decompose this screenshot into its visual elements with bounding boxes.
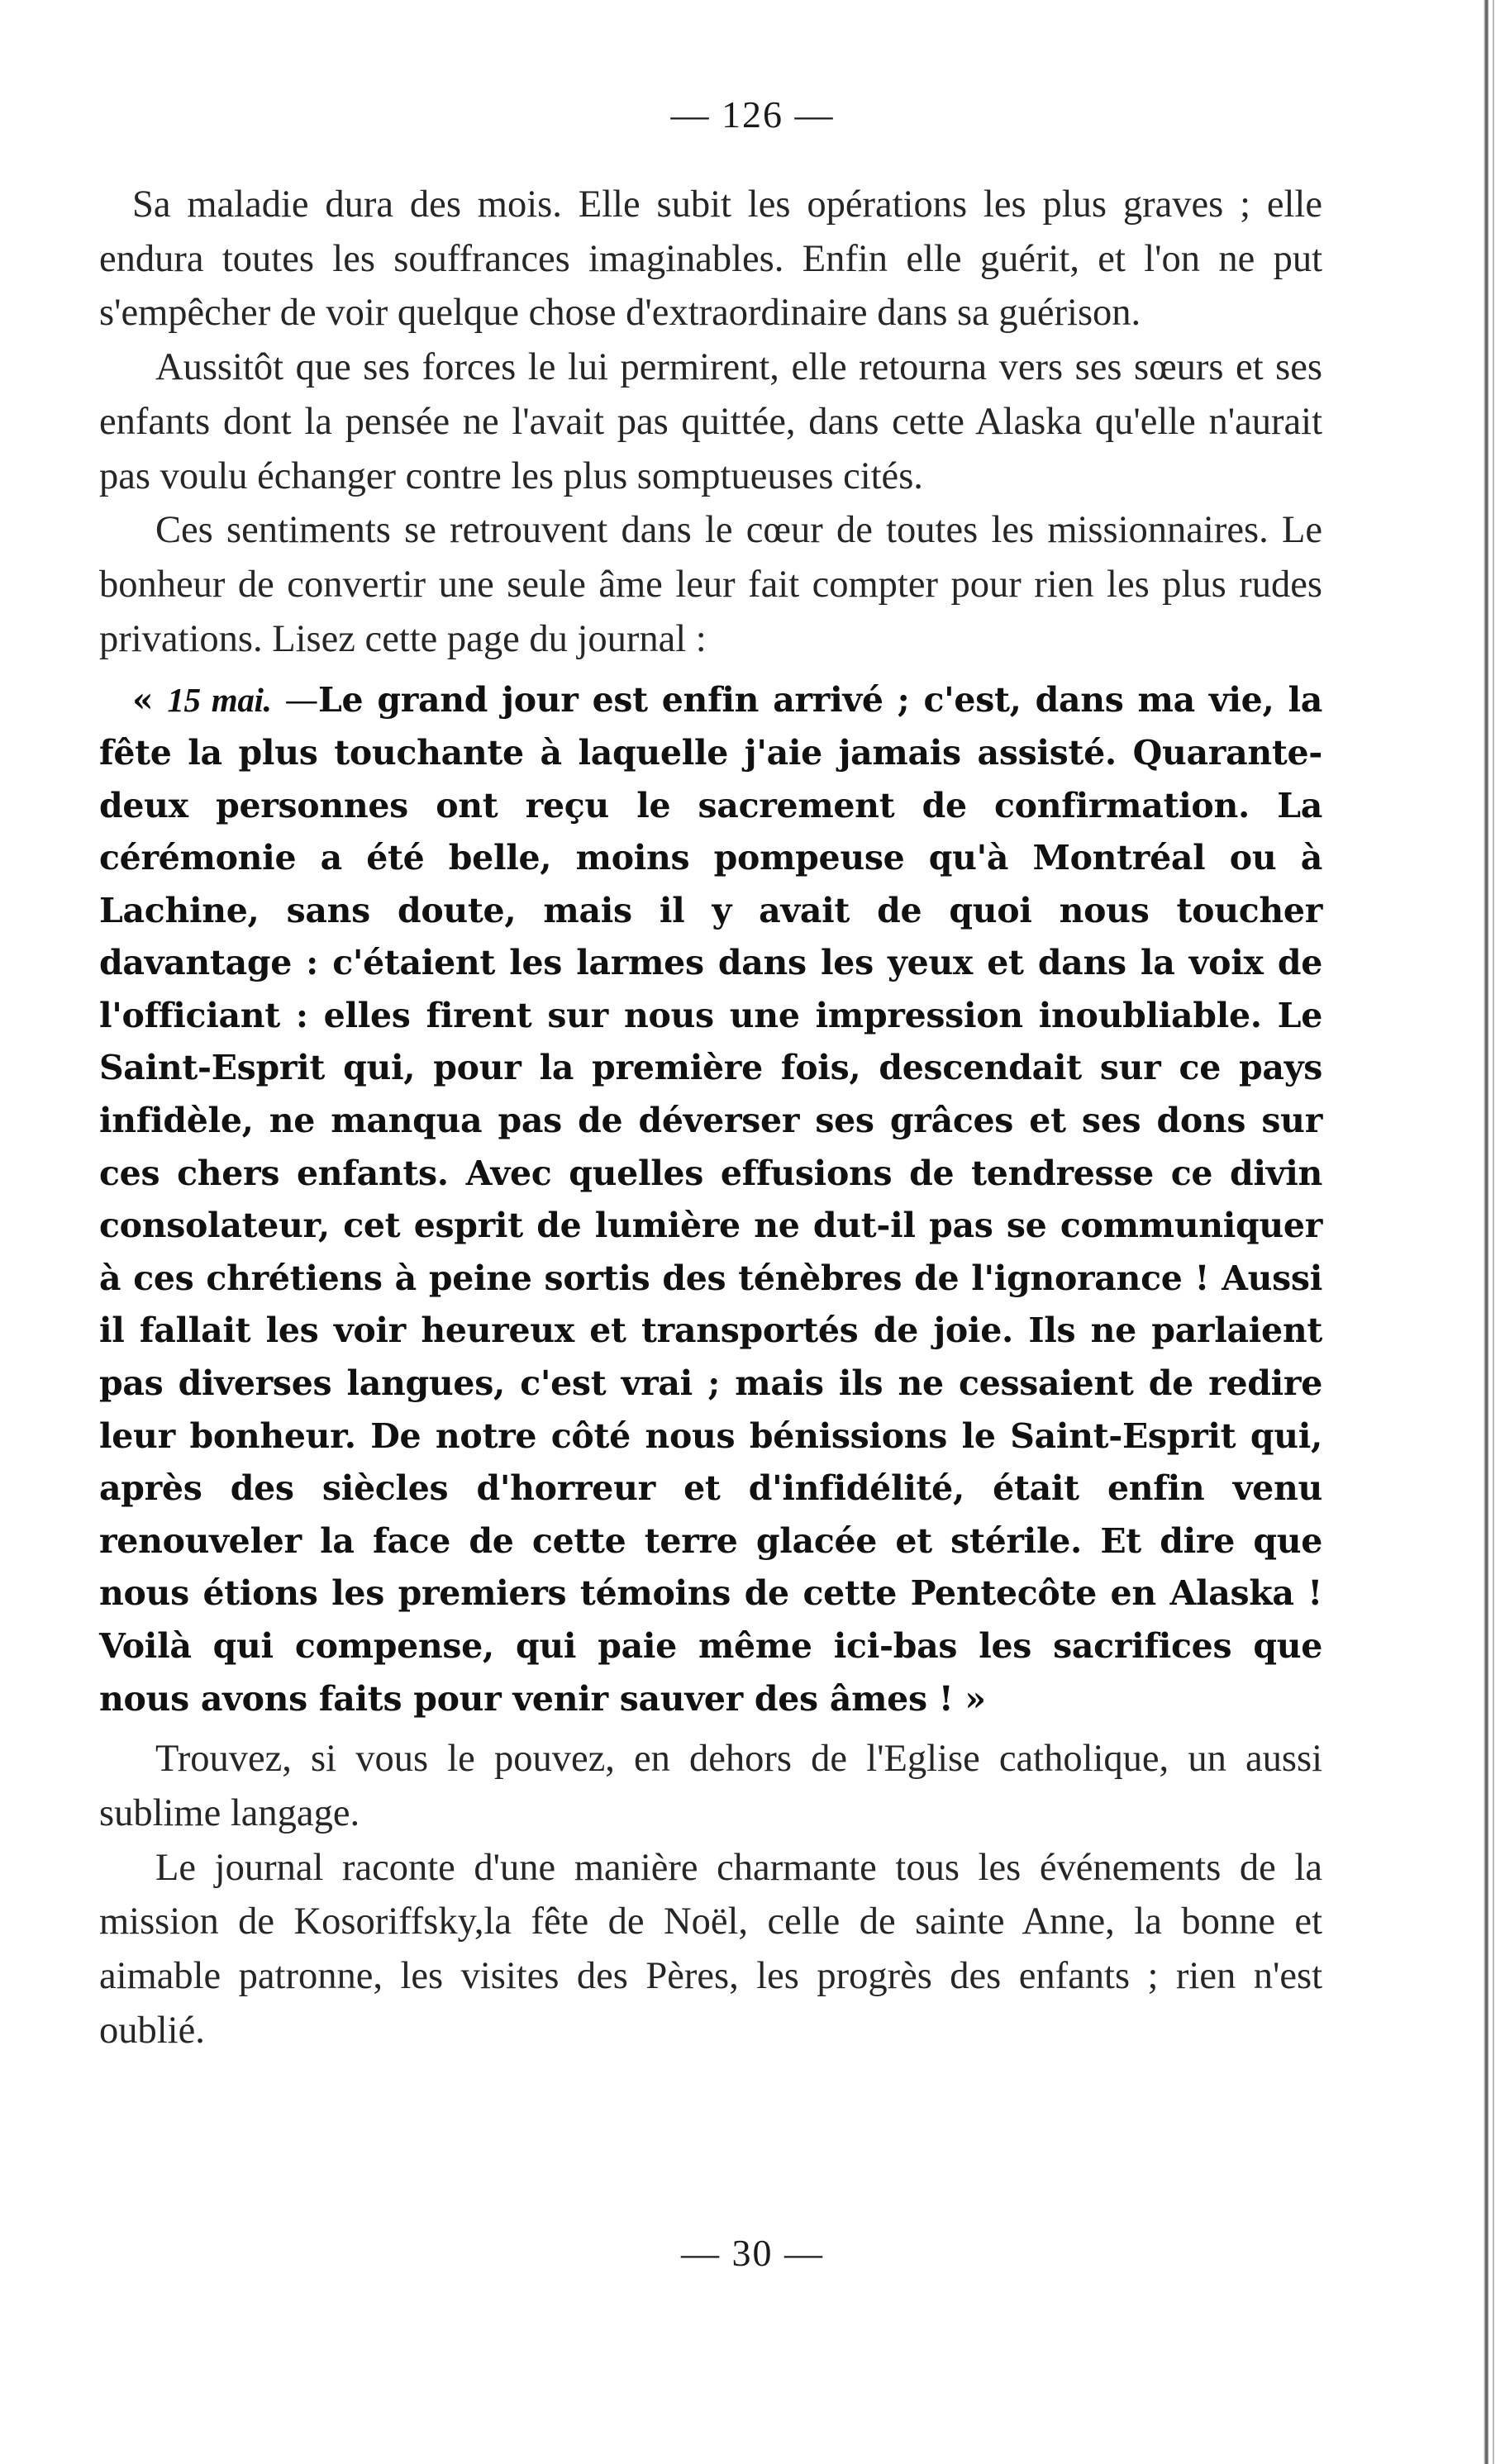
paragraph-2: Aussitôt que ses forces le lui permirent, elle retourna vers ses sœurs et ses enfants dont la pensée ne l'avait pas quittée, dans cette Alaska qu'elle n'aurait pas voulu échanger contre les plus somptueuses cités. xyxy=(99,346,1322,497)
paragraph-1: Sa maladie dura des mois. Elle subit les opérations les plus graves ; elle endura toutes les souffrances imaginables. Enfin elle guérit, et l'on ne put s'empêcher de voir quelque chose d'extraordinaire dans sa guérison. xyxy=(99,183,1322,335)
body-text xyxy=(99,178,1322,2057)
journal-quote xyxy=(99,674,1322,1725)
quote-dash: — xyxy=(271,680,319,721)
signature-mark: — 30 — xyxy=(681,2232,824,2274)
quote-text: Le grand jour est enfin arrivé ; c'est, dans ma vie, la fête la plus touchante à laquelle j'aie jamais assisté. Quarante-deux personnes ont reçu le sacrement de confirmation. La cérémonie a été belle, moins pompeuse qu'à Montréal ou à Lachine, sans doute, mais il y avait de quoi nous toucher davantage : c'étaient les larmes dans les yeux et dans la voix de l'officiant : elles firent sur nous une impression inoubliable. Le Saint-Esprit qui, pour la première fois, descendait sur ce pays infidèle, ne manqua pas de déverser ses grâces et ses dons sur ces chers enfants. Avec quelles effusions de tendresse ce divin consolateur, cet esprit de lumière ne dut-il pas se communiquer à ces chrétiens à peine sortis des ténèbres de l'ignorance ! Aussi il fallait les voir heureux et transportés de joie. Ils ne parlaient pas diverses langues, c'est vrai ; mais ils ne cessaient de redire leur bonheur. De notre côté nous bénissions le Saint-Esprit qui, après des siècles d'horreur et d'infidélité, était enfin venu renouveler la face de cette terre glacée et stérile. Et dire que nous étions les premiers témoins de cette Pentecôte en Alaska ! Voilà qui compense, qui paie même ici-bas les sacrifices que nous avons faits pour venir sauver des âmes ! » xyxy=(99,680,1322,1719)
page-edge-shadow xyxy=(1484,0,1488,2464)
paragraph-3: Ces sentiments se retrouvent dans le cœur de toutes les missionnaires. Le bonheur de convertir une seule âme leur fait compter pour rien les plus rudes privations. Lisez cette page du journal : xyxy=(99,509,1322,660)
page-number: — 126 — xyxy=(670,93,835,136)
paragraph-5: Le journal raconte d'une manière charmante tous les événements de la mission de Kosoriffsky,la fête de Noël, celle de sainte Anne, la bonne et aimable patronne, les visites des Pères, les progrès des enfants ; rien n'est oublié. xyxy=(99,1846,1322,2052)
page-edge-line xyxy=(1493,0,1494,2464)
quote-date: 15 mai. xyxy=(167,681,272,720)
quote-open: « xyxy=(132,680,168,721)
paragraph-4: Trouvez, si vous le pouvez, en dehors de l'Eglise catholique, un aussi sublime langage. xyxy=(99,1738,1322,1834)
